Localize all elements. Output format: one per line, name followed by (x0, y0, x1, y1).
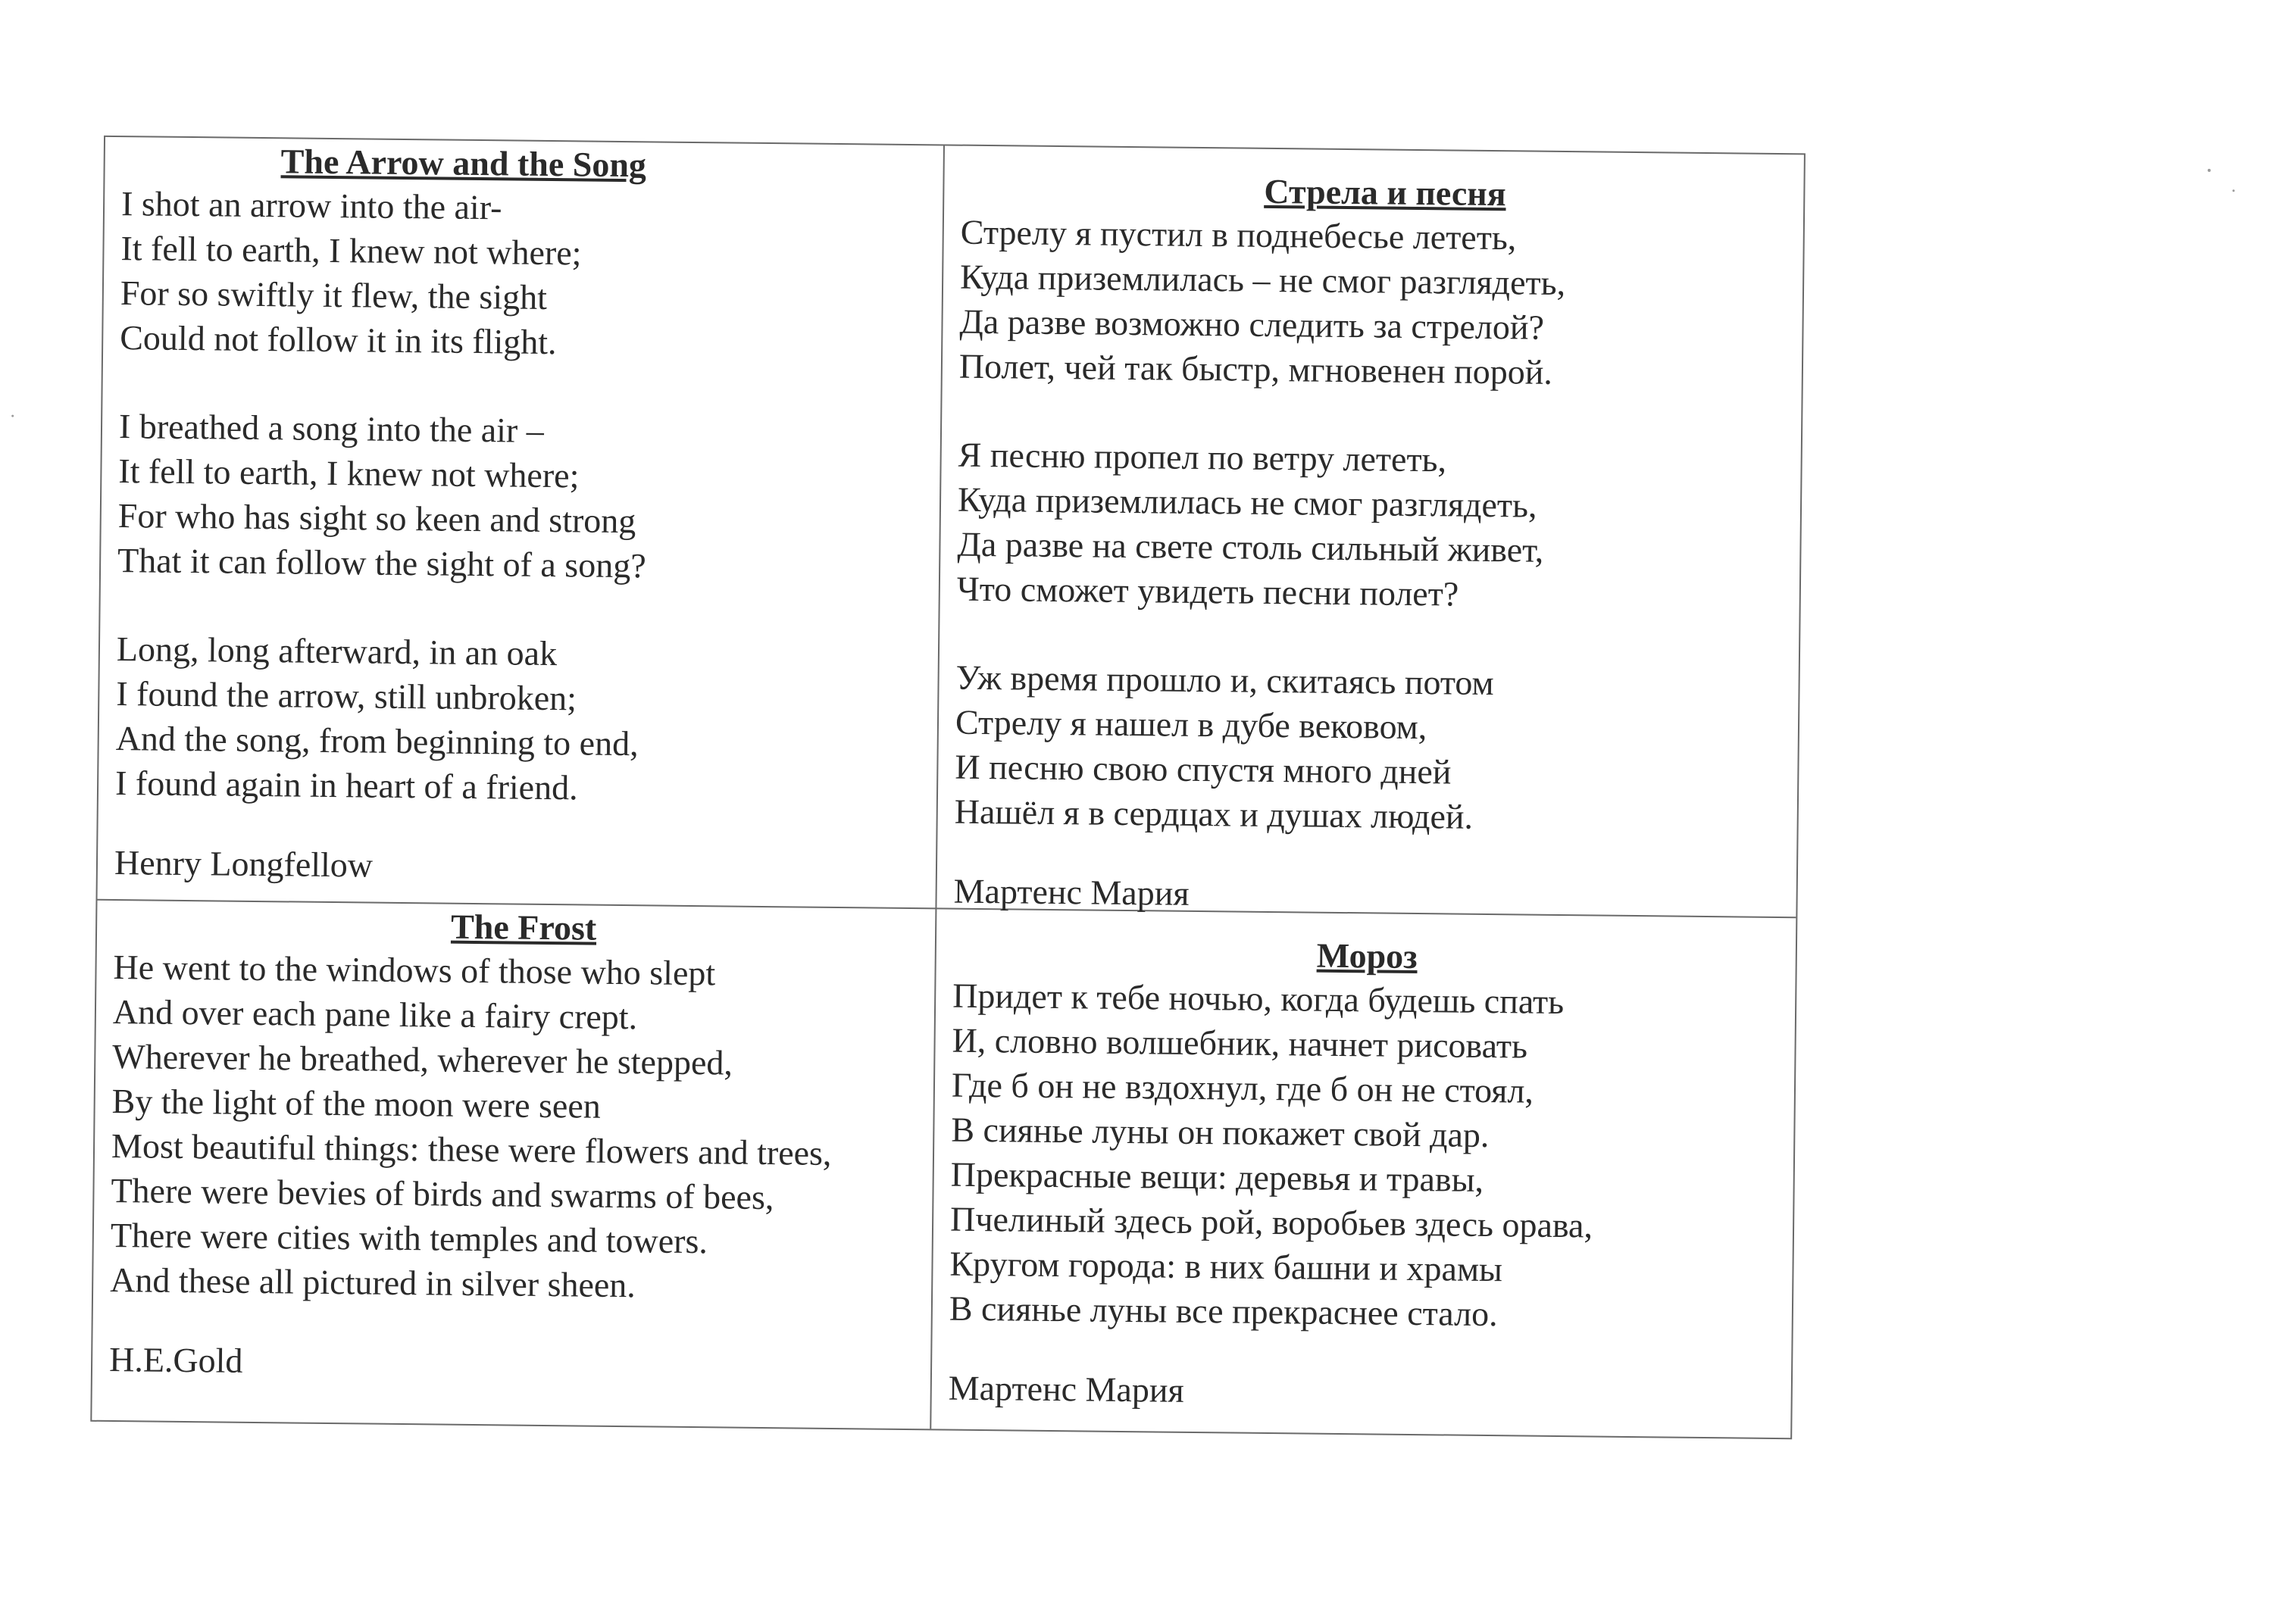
verse-line: Wherever he breathed, wherever he stepped, (112, 1037, 733, 1082)
scan-speck (2208, 169, 2211, 172)
verse-line: He went to the windows of those who slept (113, 948, 716, 993)
verse-line: I found again in heart of a friend. (114, 764, 578, 807)
verse-line: Кругом города: в них башни и храмы (949, 1244, 1503, 1289)
poem-cell-frost-russian (948, 910, 1794, 1440)
verse-line: Полет, чей так быстр, мгновенен порой. (958, 346, 1553, 392)
poem-cell-arrow-english (114, 137, 940, 906)
poem-author: H.E.Gold (108, 1339, 243, 1380)
verse-line: Most beautiful things: these were flowers and trees, (111, 1126, 832, 1173)
verse-line: Что сможет увидеть песни полет? (956, 569, 1459, 614)
verse-line: И, словно волшебник, начнет рисовать (952, 1020, 1528, 1066)
verse-line: For so swiftly it flew, the sight (120, 273, 548, 317)
verse-line: I shot an arrow into the air- (120, 184, 502, 227)
poem-title: Мороз (1316, 935, 1418, 976)
verse-line: В сиянье луны он покажет свой дар. (951, 1110, 1490, 1155)
stanza (954, 655, 1796, 843)
verse-line: Long, long afterward, in an oak (116, 629, 558, 673)
scan-speck (11, 415, 14, 417)
verse-line: For who has sight so keen and strong (117, 496, 636, 541)
verse-line: Куда приземлилась не смог разглядеть, (957, 479, 1537, 525)
verse-line: Придет к тебе ночью, когда будешь спать (952, 976, 1565, 1022)
verse-line: Could not follow it in its flight. (120, 318, 557, 362)
poem-author: Henry Longfellow (114, 843, 374, 885)
verse-line: Я песню пропел по ветру лететь, (958, 435, 1447, 479)
verse-line: I found the arrow, still unbroken; (116, 674, 577, 718)
poem-cell-frost-english (108, 901, 932, 1430)
stanza (957, 433, 1799, 620)
scan-speck (2232, 189, 2234, 192)
verse-line: Прекрасные вещи: деревья и травы, (950, 1154, 1484, 1199)
poem-table (90, 136, 1806, 1439)
verse-line: There were bevies of birds and swarms of bees, (111, 1170, 774, 1217)
verse-line: By the light of the moon were seen (111, 1082, 602, 1126)
verse-line: There were cities with temples and towers. (110, 1215, 708, 1261)
poem-cell-arrow-russian (953, 146, 1802, 916)
verse-line: Нашёл я в сердцах и душах людей. (954, 792, 1474, 836)
verse-line: Стрелу я пустил в поднебесье лететь, (960, 212, 1517, 258)
poem-author: Мартенс Мария (953, 871, 1190, 913)
verse-line: Где б он не вздохнул, где б он не стоял, (951, 1065, 1534, 1110)
verse-line: It fell to earth, I knew not where; (120, 229, 582, 273)
stanza (115, 626, 935, 814)
stanza (949, 973, 1794, 1340)
verse-line: Куда приземлилась – не смог разглядеть, (959, 257, 1566, 303)
verse-line: Пчелиный здесь рой, воробьев здесь орава, (949, 1199, 1593, 1245)
verse-line: And these all pictured in silver sheen. (109, 1260, 636, 1305)
poem-author: Мартенс Мария (948, 1368, 1184, 1410)
verse-line: That it can follow the sight of a song? (117, 541, 646, 586)
verse-line: And over each pane like a fairy crept. (112, 992, 638, 1037)
verse-line: Да разве на свете столь сильный живет, (957, 524, 1544, 570)
stanza (959, 210, 1802, 398)
poem-title: Стрела и песня (1264, 171, 1507, 214)
verse-line: It fell to earth, I knew not where; (118, 451, 580, 495)
verse-line: I breathed a song into the air – (118, 407, 545, 450)
verse-line: Да разве возможно следить за стрелой? (959, 301, 1545, 347)
poem-title: The Frost (450, 907, 597, 948)
verse-line: Уж время прошло и, скитаясь потом (955, 657, 1494, 703)
verse-line: В сиянье луны все прекраснее стало. (949, 1288, 1498, 1334)
stanza (117, 404, 937, 591)
poem-title: The Arrow and the Song (280, 142, 647, 185)
verse-line: Стрелу я нашел в дубе вековом, (955, 702, 1427, 747)
verse-line: And the song, from beginning to end, (115, 719, 639, 764)
stanza (110, 945, 932, 1310)
stanza (120, 181, 940, 368)
verse-line: И песню свою спустя много дней (955, 747, 1452, 792)
